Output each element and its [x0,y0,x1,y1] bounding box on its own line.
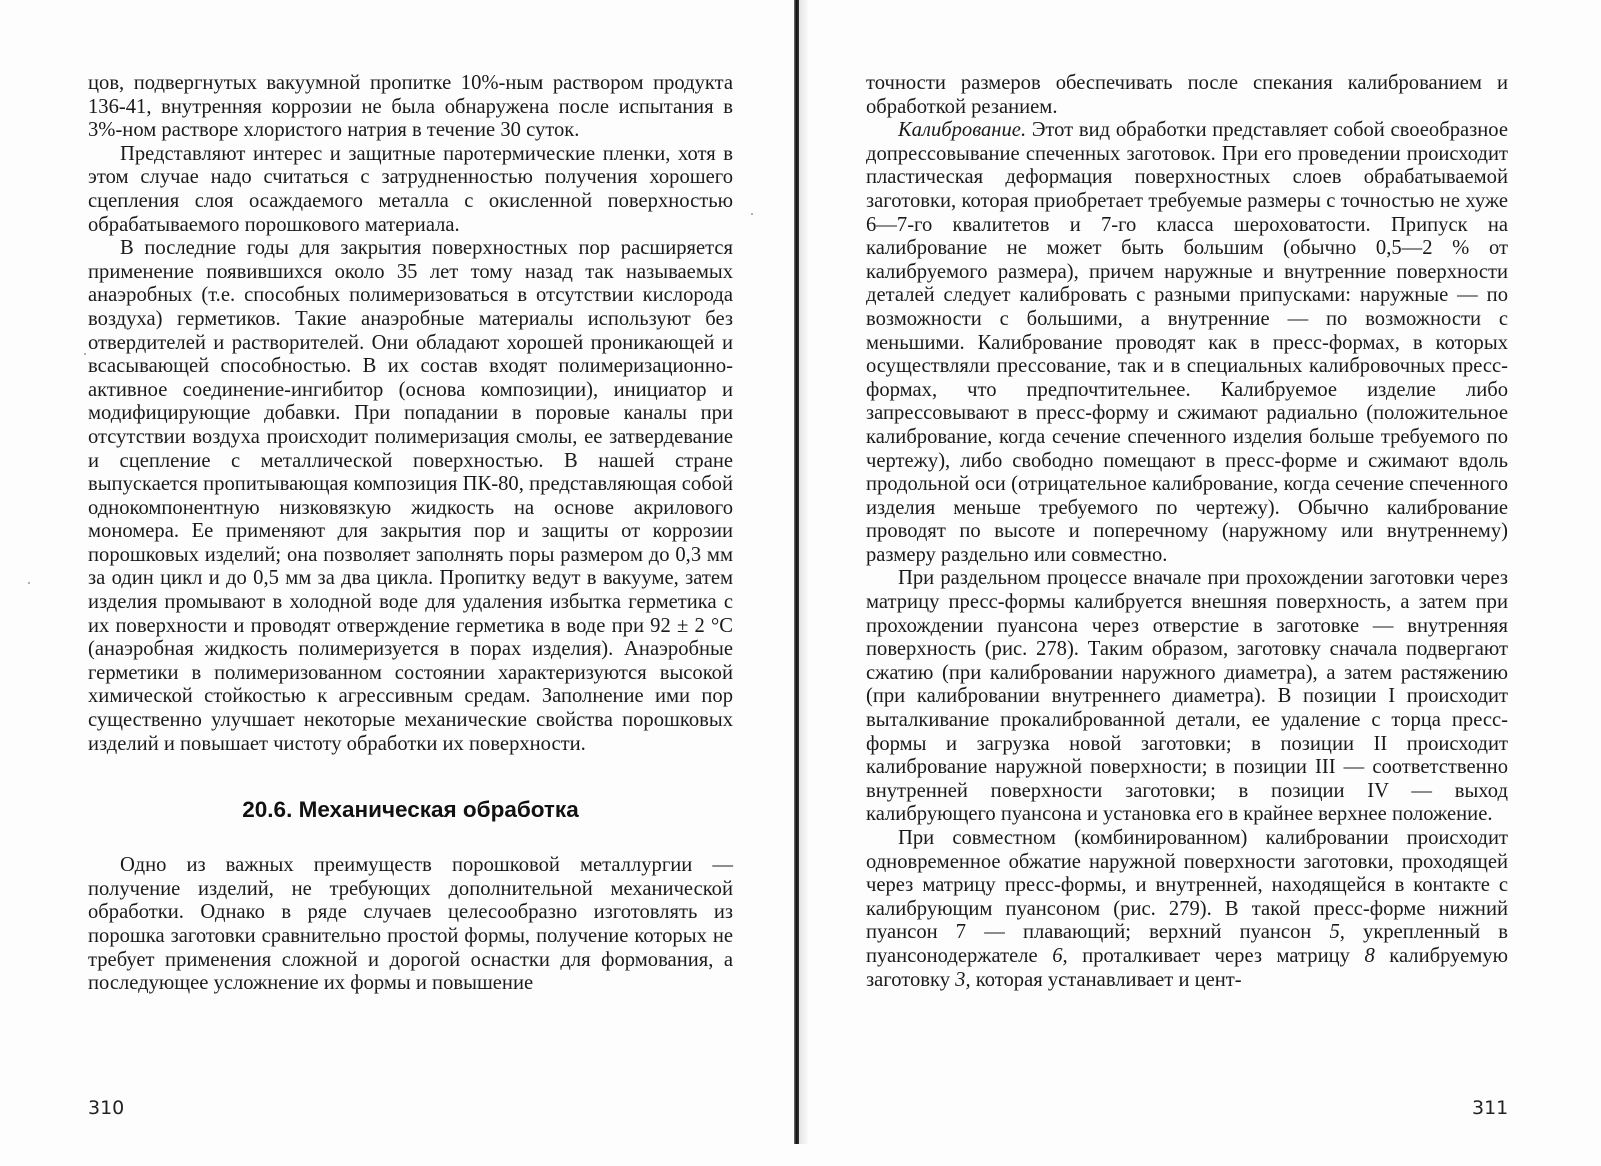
right-page [866,72,1508,992]
figure-ref-italic: 8 [1364,944,1375,967]
paragraph-text: При совместном (комбинированном) калибровании происходит одновременное обжатие наружной поверхности заготовки, проходящей через матрицу пресс-формы, и внутренней, находящейся в контакте с калибрующим пуансоном (рис. 279). В такой пресс-форме нижний пуансон 7 — плавающий; верхний пуансон [866,827,1508,944]
paragraph-text: укрепленный в пуансонодержателе [866,921,1508,967]
paragraph: При раздельном процессе вначале при прохождении заготовки через матрицу пресс-формы калибруется внешняя поверхность, а затем при прохождении пуансона через отверстие в заготовке — внутренняя поверхность (рис. 278). Таким образом, заготовку сначала подвергают сжатию (при калибровании наружного диаметра), а затем растяжению (при калибровании внутреннего диаметра). В позиции I происходит выталкивание прокалиброванной детали, ее удаление с торца пресс-формы и загрузка новой заготовки; в позиции II происходит калибрование наружной поверхности; в позиции III — соответственно внутренней поверхности заготовки; в позиции IV — выход калибрующего пуансона и установка его в крайнее верхнее положение. [866,567,1508,826]
paragraph-text: которая устанавливает и цент- [970,968,1242,991]
section-heading: 20.6. Механическая обработка [242,797,579,823]
paragraph: Одно из важных преимуществ порошковой металлургии — получение изделий, не требующих дополнительной механической обработки. Однако в ряде случаев целесообразно изготовлять из порошка заготовки сравнительно простой формы, получение которых не требует применения сложной и дорогой оснастки для формования, а последующее усложнение их формы и повышение [88,854,733,995]
paragraph-text: проталкивает через матрицу [1067,944,1365,967]
paragraph: точности размеров обеспечивать после спекания калиброванием и обработкой резанием. [866,72,1508,118]
page-number-right: 311 [1472,1097,1509,1119]
figure-ref-italic: 6, [1052,944,1068,967]
paragraph [866,827,1508,992]
spine-shadow [799,0,809,1144]
paragraph: цов, подвергнутых вакуумной пропитке 10%-ным раствором продукта 136-41, внутренняя коррозии не была обнаружена после испытания в 3%-ном растворе хлористого натрия в течение 30 суток. [88,72,733,142]
paragraph: В последние годы для закрытия поверхностных пор расширяется применение появившихся около 35 лет тому назад так называемых анаэробных (т.е. способных полимеризоваться в отсутствии кислорода воздуха) герметиков. Такие анаэробные материалы используют без отвердителей и растворителей. Они обладают хорошей проникающей и всасывающей способностью. В их состав входят полимеризационно-активное соединение-ингибитор (основа композиции), инициатор и модифицирующие добавки. При попадании в поровые каналы при отсутствии воздуха происходит полимеризация смолы, ее затвердевание и сцепление с металлической поверхностью. В нашей стране выпускается пропитывающая композиция ПК-80, представляющая собой однокомпонентную низковязкую жидкость на основе акрилового мономера. Ее применяют для закрытия пор и защиты от коррозии порошковых изделий; она позволяет заполнять поры размером до 0,3 мм за один цикл и до 0,5 мм за два цикла. Пропитку ведут в вакууме, затем изделия промывают в холодной воде для удаления избытка герметика с их поверхности и проводят отверждение герметика в воде при 92 ± 2 °С (анаэробная жидкость полимеризуется в порах изделия). Анаэробные герметики в полимеризованном состоянии характеризуются высокой химической стойкостью к агрессивным средам. Заполнение ими пор существенно улучшает некоторые механические свойства порошковых изделий и повышает чистоту обработки их поверхности. [88,237,733,755]
scan-speck [28,582,30,584]
figure-ref-italic: 5, [1329,921,1345,944]
scan-speck [84,353,86,355]
paragraph [866,119,1508,567]
page-number-left: 310 [88,1097,125,1119]
term-italic: Калибрование. [898,119,1027,142]
scan-speck [751,213,753,215]
paragraph: Представляют интерес и защитные паротермические пленки, хотя в этом случае надо считаться с затрудненностью получения хорошего сцепления слоя осаждаемого металла с окисленной поверхностью обрабатываемого порошкового материала. [88,142,733,236]
figure-ref-italic: 3, [955,968,971,991]
paragraph-text: калибруемую заготовку [866,944,1508,991]
paragraph-text: Этот вид обработки представляет собой своеобразное допрессовывание спеченных заготовок. При его проведении происходит пластическая деформация поверхностных слоев обрабатываемой заготовки, которая приобретает требуемые размеры с точностью не хуже 6—7-го квалитетов и 7-го класса шероховатости. Припуск на калибрование не может быть большим (обычно 0,5—2 % от калибруемого размера), причем наружные и внутренние поверхности деталей следует калибровать с разными припусками: наружные — по возможности с большими, а внутренние — по возможности с меньшими. Калибрование проводят как в пресс-формах, в которых осуществляли прессование, так и в специальных калибровочных пресс-формах, что предпочтительнее. Калибруемое изделие либо запрессовывают в пресс-форму и сжимают радиально (положительное калибрование, когда сечение спеченного изделия больше требуемого по чертежу), либо свободно помещают в пресс-форме и сжимают вдоль продольной оси (отрицательное калибрование, когда сечение спеченного изделия меньше требуемого по чертежу). Обычно калибрование проводят по высоте и поперечному (наружному или внутреннему) размеру раздельно или совместно. [866,119,1508,566]
left-page [88,72,733,996]
